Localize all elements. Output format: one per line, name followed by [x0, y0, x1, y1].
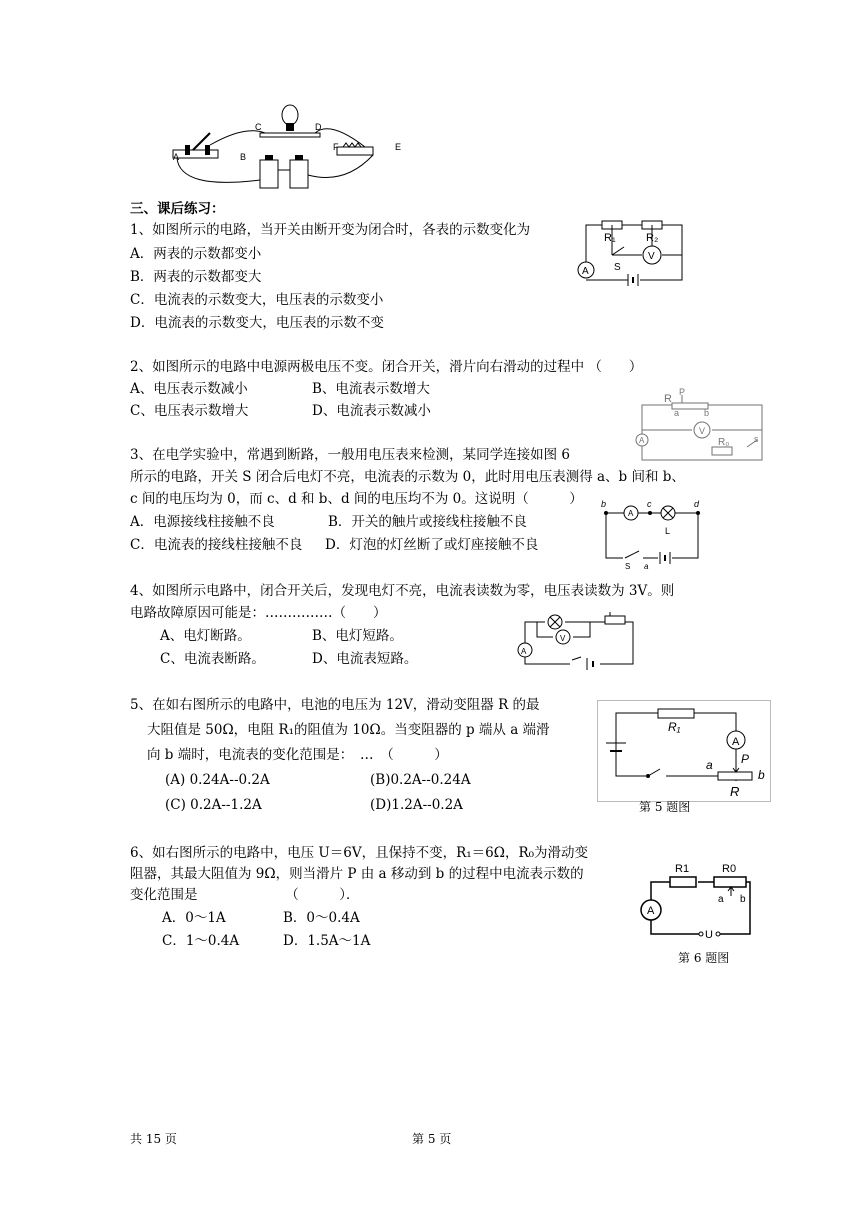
q2-label-ammeter: A: [639, 436, 645, 445]
q3-label-s: S: [625, 562, 631, 571]
q5-label-p: P: [741, 752, 750, 766]
q1-option-a: A．两表的示数都变小: [130, 246, 262, 262]
q3-option-a: A．电源接线柱接触不良: [130, 514, 275, 530]
footer-total-pages: 共 15 页: [130, 1132, 177, 1146]
q3-option-c: C．电流表的接线柱接触不良: [130, 537, 303, 553]
q5-label-b: b: [758, 768, 765, 782]
q3-label-a: a: [644, 562, 649, 571]
q1-stem: 1、如图所示的电路，当开关由断开变为闭合时，各表的示数变化为: [130, 222, 531, 238]
q1-option-d: D．电流表的示数变大，电压表的示数不变: [130, 315, 384, 331]
q4-option-c: C、电流表断路。: [160, 651, 265, 667]
q6-option-c: C．1～0.4A: [162, 933, 240, 949]
q3-line-2: 所示的电路，开关 S 闭合后电灯不亮，电流表的示数为 0，此时用电压表测得 a、b 间和 b、: [130, 469, 685, 485]
q6-option-b: B．0～0.4A: [283, 910, 360, 926]
q1-label-r1: R₁: [604, 232, 616, 244]
q3-line-1: 3、在电学实验中，常遇到断路，一般用电压表来检测，某同学连接如图 6: [130, 447, 570, 463]
q5-line-1: 5、在如右图所示的电路中，电池的电压为 12V，滑动变阻器 R 的最: [130, 697, 540, 713]
q1-label-s: S: [614, 262, 621, 273]
q5-option-d: (D)1.2A--0.2A: [370, 797, 463, 813]
q1-label-voltmeter: V: [648, 251, 655, 262]
fig-label-e: E: [395, 142, 402, 152]
q2-label-b: b: [704, 408, 710, 418]
q6-label-r1: R1: [675, 863, 690, 875]
q6-line-1: 6、如右图所示的电路中，电压 U＝6V，且保持不变，R₁＝6Ω，R₀为滑动变: [130, 845, 589, 861]
q4-line-1: 4、如图所示电路中，闭合开关后，发现电灯不亮，电流表读数为零，电压表读数为 3V。则: [130, 583, 675, 599]
q2-option-c: C、电压表示数增大: [130, 403, 249, 419]
q6-caption: 第 6 题图: [678, 951, 730, 965]
q5-label-ammeter: A: [732, 736, 740, 748]
fig-label-d: D: [315, 122, 322, 132]
q5-circuit-figure: [597, 700, 771, 802]
section-title: 三、课后练习：: [130, 201, 225, 217]
q6-option-d: D．1.5A～1A: [283, 933, 371, 949]
q5-option-c: (C) 0.2A--1.2A: [165, 797, 262, 813]
q3-line-3: c 间的电压均为 0，而 c、d 和 b、d 间的电压均不为 0。这说明（ ）: [130, 491, 583, 507]
q2-label-s: s: [754, 434, 759, 444]
q2-label-r0: R₀: [718, 437, 730, 448]
q3-label-d: d: [694, 499, 700, 509]
q5-option-a: (A) 0.24A--0.2A: [165, 772, 270, 788]
q1-option-c: C．电流表的示数变大，电压表的示数变小: [130, 292, 384, 308]
q1-label-ammeter: A: [582, 266, 589, 277]
q4-line-2: 电路故障原因可能是：……………（ ）: [130, 605, 387, 621]
q3-label-ammeter: A: [628, 509, 634, 518]
q4-option-b: B、电灯短路。: [312, 628, 403, 644]
q3-option-d: D．灯泡的灯丝断了或灯座接触不良: [325, 537, 539, 553]
q5-label-r: R: [730, 784, 740, 799]
q6-option-a: A．0～1A: [162, 910, 226, 926]
q2-option-d: D、电流表示数减小: [312, 403, 431, 419]
q6-line-2: 阻器，其最大阻值为 9Ω，则当滑片 P 由 a 移动到 b 的过程中电流表示数的: [130, 866, 584, 882]
q2-label-p: P: [679, 387, 686, 397]
q1-circuit-figure: [572, 215, 692, 300]
q2-label-r: R: [664, 393, 672, 405]
q2-option-b: B、电流表示数增大: [312, 381, 430, 397]
q5-line-3: 向 b 端时，电流表的变化范围是： … （ ）: [147, 747, 448, 763]
fig-label-f: F: [333, 142, 339, 152]
q2-label-voltmeter: V: [699, 426, 706, 436]
q6-label-u: U: [705, 929, 713, 941]
q2-option-a: A、电压表示数减小: [130, 381, 248, 397]
q4-label-voltmeter: V: [560, 634, 566, 643]
q5-option-b: (B)0.2A--0.24A: [370, 772, 471, 788]
q4-option-d: D、电流表短路。: [312, 651, 418, 667]
fig-label-b: B: [240, 152, 247, 162]
footer-page-number: 第 5 页: [412, 1132, 452, 1146]
q6-label-r0: R0: [722, 863, 737, 875]
fig-label-c: C: [255, 122, 262, 132]
q2-circuit-figure: [632, 385, 772, 465]
q3-option-b: B．开关的触片或接线柱接触不良: [328, 514, 527, 530]
q4-label-ammeter: A: [521, 647, 527, 656]
q3-label-l: L: [665, 526, 671, 536]
q3-label-c: c: [647, 499, 652, 509]
q6-line-3: 变化范围是 （ ）．: [130, 887, 360, 903]
q6-label-b: b: [740, 894, 746, 905]
q2-label-a: a: [674, 408, 680, 418]
q5-label-a: a: [706, 758, 713, 772]
q5-line-2: 大阻值是 50Ω，电阻 R₁的阻值为 10Ω。当变阻器的 p 端从 a 端滑: [147, 722, 550, 738]
q1-label-r2: R₂: [646, 232, 659, 244]
top-circuit-figure: [165, 105, 425, 195]
q5-label-r1: R₁: [668, 720, 681, 734]
q3-label-b: b: [601, 499, 607, 509]
q5-caption: 第 5 题图: [639, 800, 691, 814]
q1-option-b: B．两表的示数都变大: [130, 269, 262, 285]
fig-label-a: A: [173, 152, 180, 162]
q2-stem: 2、如图所示的电路中电源两极电压不变。闭合开关，滑片向右滑动的过程中 （ ）: [130, 359, 643, 375]
q4-circuit-figure: [515, 612, 640, 672]
q6-label-ammeter: A: [647, 905, 655, 917]
q4-option-a: A、电灯断路。: [160, 628, 251, 644]
q6-circuit-figure: [636, 858, 756, 943]
q6-label-a: a: [718, 894, 724, 905]
q3-circuit-figure: [598, 498, 708, 570]
